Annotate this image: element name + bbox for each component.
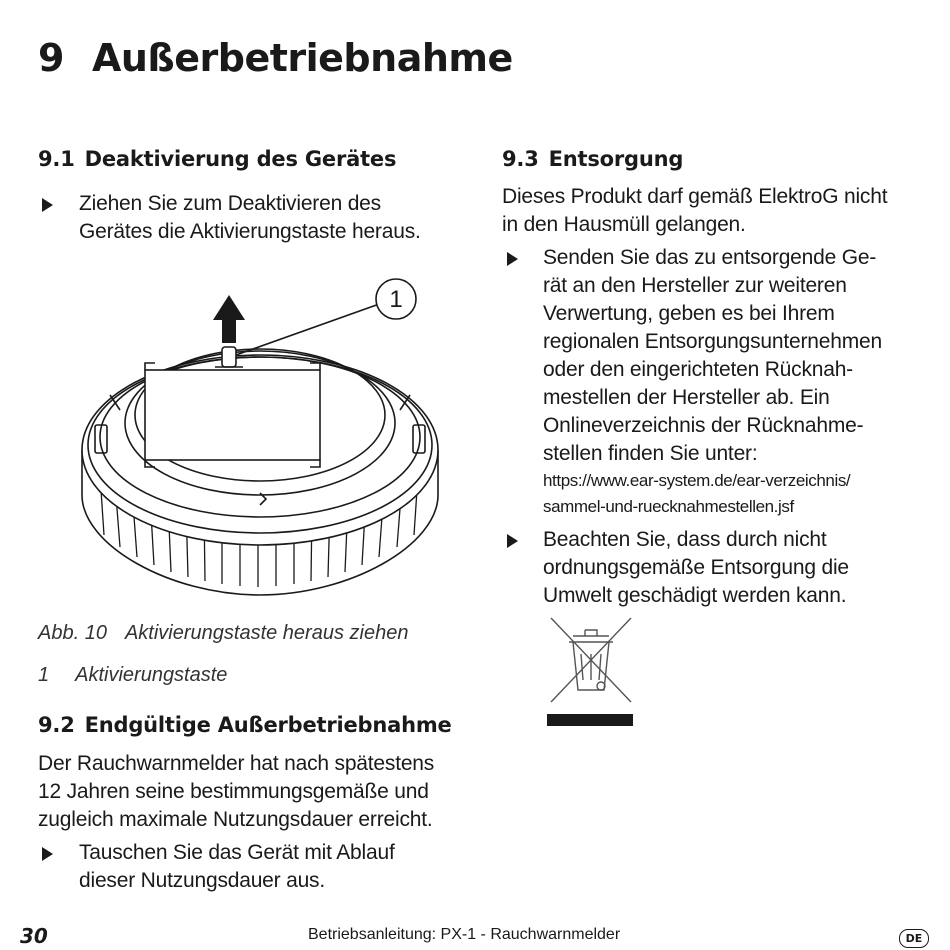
bullet-line: rät an den Hersteller zur weiteren	[543, 274, 847, 297]
triangle-bullet-icon	[507, 252, 518, 266]
bullet-line: Umwelt geschädigt werden kann.	[543, 584, 847, 607]
section-title: Deaktivierung des Gerätes	[84, 147, 397, 171]
bullet-environment	[507, 526, 937, 610]
footer-title: Betriebsanleitung: PX-1 - Rauchwarnmelder	[308, 926, 621, 943]
para-line: zugleich maximale Nutzungsdauer erreicht.	[38, 808, 433, 831]
chapter-title-text: Außerbetriebnahme	[91, 36, 513, 80]
bullet-line: Gerätes die Aktivierungstaste heraus.	[79, 220, 421, 243]
section-title: Entsorgung	[548, 147, 684, 171]
para-line: Dieses Produkt darf gemäß ElektroG nicht	[502, 185, 888, 208]
para-line: 12 Jahren seine bestimmungsgemäße und	[38, 780, 429, 803]
bullet-line: dieser Nutzungsdauer aus.	[79, 869, 325, 892]
section-number: 9.2	[38, 713, 75, 737]
bullet-line: Tauschen Sie das Gerät mit Ablauf	[79, 841, 395, 864]
url-line: sammel-und-ruecknahmestellen.jsf	[543, 497, 794, 516]
caption-label: Abb. 10	[38, 622, 107, 644]
bullet-send-back	[507, 244, 937, 520]
legend-number: 1	[38, 664, 50, 686]
para-line: Der Rauchwarnmelder hat nach spätestens	[38, 752, 435, 775]
triangle-bullet-icon	[42, 847, 53, 861]
section-number: 9.3	[502, 147, 539, 171]
bullet-line: Onlineverzeichnis der Rücknahme-	[543, 414, 864, 437]
paragraph-disposal	[502, 183, 942, 239]
chapter-title	[38, 36, 513, 80]
page-number: 30	[20, 924, 48, 948]
bullet-replace	[42, 839, 472, 895]
figure-caption	[38, 622, 408, 645]
bullet-line: regionalen Entsorgungsunternehmen	[543, 330, 882, 353]
bullet-line: Senden Sie das zu entsorgende Ge-	[543, 246, 877, 269]
legend-text: Aktivierungstaste	[75, 664, 228, 686]
section-title: Endgültige Außerbetriebnahme	[84, 713, 452, 737]
url-line: https://www.ear-system.de/ear-verzeichnis/	[543, 471, 851, 490]
bullet-deactivate	[42, 190, 472, 246]
bullet-line: ordnungsgemäße Entsorgung die	[543, 556, 849, 579]
bullet-line: Ziehen Sie zum Deaktivieren des	[79, 192, 381, 215]
section-number: 9.1	[38, 147, 75, 171]
bullet-line: Beachten Sie, dass durch nicht	[543, 528, 827, 551]
para-line: in den Hausmüll gelangen.	[502, 213, 746, 236]
bullet-line: mestellen der Hersteller ab. Ein	[543, 386, 830, 409]
section-heading-9-1	[38, 147, 396, 171]
figure-callout-number: 1	[389, 286, 403, 313]
bullet-line: Verwertung, geben es bei Ihrem	[543, 302, 835, 325]
paragraph-lifetime	[38, 750, 478, 834]
language-badge: DE	[899, 929, 929, 948]
section-heading-9-2	[38, 713, 452, 737]
triangle-bullet-icon	[42, 198, 53, 212]
section-heading-9-3	[502, 147, 683, 171]
crossed-out-wheelie-bin-icon	[545, 614, 637, 730]
figure-legend	[38, 664, 227, 687]
bullet-line: oder den eingerichteten Rücknah-	[543, 358, 853, 381]
chapter-number: 9	[38, 36, 64, 80]
smoke-detector-illustration	[70, 275, 450, 605]
caption-text: Aktivierungstaste heraus ziehen	[124, 622, 409, 644]
bullet-line: stellen finden Sie unter:	[543, 442, 758, 465]
triangle-bullet-icon	[507, 534, 518, 548]
